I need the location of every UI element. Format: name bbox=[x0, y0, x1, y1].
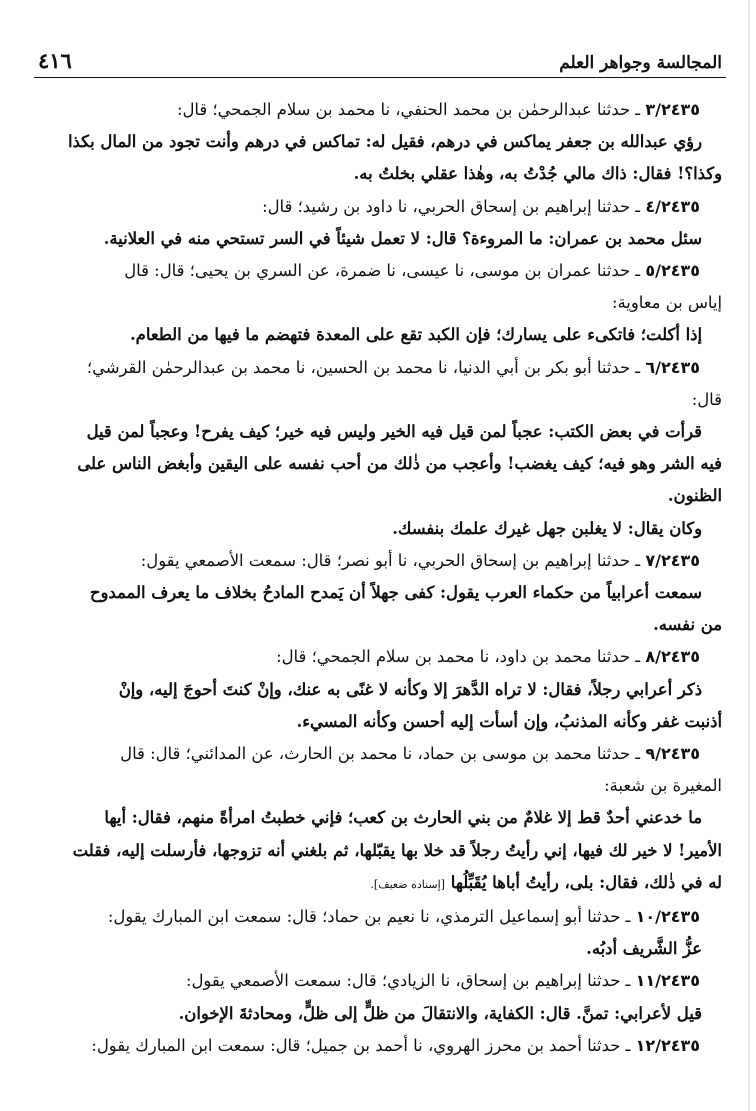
text-line bbox=[34, 867, 726, 901]
page-header bbox=[34, 44, 726, 78]
text-line bbox=[34, 835, 726, 867]
line-text: له في ذٰلك، فقال: بلى، رأيتُ أباها يُقَبِّلُها bbox=[450, 872, 722, 892]
text-line bbox=[34, 448, 726, 480]
line-text: ـ حدثنا عمران بن موسى، نا عيسى، نا ضمرة، عن السري بن يحيى؛ قال: قال bbox=[124, 261, 641, 281]
line-text: ـ حدثنا عبدالرحمٰن بن محمد الحنفي، نا محمد بن سلام الجمحي؛ قال: bbox=[176, 100, 641, 119]
line-text: ما خدعني أحدٌ قط إلا غلامٌ من بني الحارث بن كعب؛ فإني خطبتُ امرأةً منهم، فقال: أيها bbox=[104, 808, 702, 828]
page-body bbox=[34, 94, 726, 1062]
text-line bbox=[34, 513, 726, 545]
text-line bbox=[34, 706, 726, 738]
hadith-number: ٩/٢٤٣٥ bbox=[645, 744, 700, 764]
line-text: وكذا؟! فقال: ذاك مالي جُدْتُ به، وهٰذا عقلي بخلتُ به. bbox=[353, 164, 722, 184]
line-text: ـ حدثنا أبو إسماعيل الترمذي، نا نعيم بن حماد؛ قال: سمعت ابن المبارك يقول: bbox=[107, 907, 631, 927]
hadith-number: ٨/٢٤٣٥ bbox=[645, 647, 700, 667]
line-text: قيل لأعرابي: تمنَّ. قال: الكفاية، والانتقالَ من ظلٍّ إلى ظلٍّ، ومحادثةَ الإخوان. bbox=[178, 1003, 702, 1023]
hadith-number: ١١/٢٤٣٥ bbox=[635, 971, 700, 991]
text-line bbox=[34, 933, 726, 965]
hadith-number: ٤/٢٤٣٥ bbox=[645, 196, 700, 216]
line-text: رؤي عبدالله بن جعفر يماكس في درهم، فقيل له: تماكس في درهم وأنت تجود من المال بكذا bbox=[67, 132, 702, 152]
hadith-chain-line bbox=[34, 901, 726, 933]
running-title: المجالسة وجواهر العلم bbox=[559, 53, 722, 73]
line-text: ذكر أعرابي رجلاً، فقال: لا تراه الدَّهرَ إلا وكأنه لا غنًى به عنك، وإنْ كنتَ أحوجَ إليه، وإنْ bbox=[118, 679, 702, 699]
hadith-chain-line bbox=[34, 255, 726, 287]
text-line bbox=[34, 319, 726, 351]
hadith-number: ٧/٢٤٣٥ bbox=[645, 550, 700, 570]
hadith-chain-line bbox=[34, 191, 726, 223]
text-line bbox=[34, 577, 726, 609]
text-line bbox=[34, 770, 726, 802]
hadith-number: ١٢/٢٤٣٥ bbox=[635, 1035, 700, 1055]
line-text: وكان يقال: لا يغلبن جهل غيرك علمك بنفسك. bbox=[392, 518, 702, 538]
scan-edge-line bbox=[748, 0, 750, 1111]
hadith-chain-line bbox=[34, 94, 726, 126]
text-line bbox=[34, 158, 726, 190]
line-text: سئل محمد بن عمران: ما المروءة؟ قال: لا تعمل شيئاً في السر تستحي منه في العلانية. bbox=[103, 228, 702, 248]
line-text: ـ حدثنا إبراهيم بن إسحاق الحربي، نا أبو نصر؛ قال: سمعت الأصمعي يقول: bbox=[140, 550, 641, 570]
hadith-chain-line bbox=[34, 738, 726, 770]
line-text: ـ حدثنا محمد بن موسى بن حماد، نا محمد بن الحارث، عن المدائني؛ قال: قال bbox=[120, 744, 641, 764]
line-text: المغيرة بن شعبة: bbox=[604, 776, 722, 796]
line-text: الأمير! لا خير لك فيها، إني رأيتُ رجلاً قد خلا بها يقبّلها، ثم بلغني أنه تزوجها، فأرسلت إليه، فقلت bbox=[72, 840, 722, 860]
text-line bbox=[34, 384, 726, 416]
hadith-number: ١٠/٢٤٣٥ bbox=[635, 907, 700, 927]
line-text: الظنون. bbox=[667, 486, 722, 506]
hadith-chain-line bbox=[34, 545, 726, 577]
isnad-note: [إسناده ضعيف]. bbox=[370, 877, 445, 891]
line-text: ـ حدثنا إبراهيم بن إسحاق، نا الزيادي؛ قال: سمعت الأصمعي يقول: bbox=[185, 971, 631, 991]
line-text: ـ حدثنا إبراهيم بن إسحاق الحربي، نا داود بن رشيد؛ قال: bbox=[262, 196, 641, 216]
line-text: من نفسه. bbox=[653, 615, 722, 635]
text-line bbox=[34, 223, 726, 255]
text-line bbox=[34, 480, 726, 512]
line-text: أذنبت غفر وكأنه المذنبُ، وإن أسأت إليه أحسن وكأنه المسيء. bbox=[296, 711, 722, 731]
hadith-chain-line bbox=[34, 965, 726, 997]
line-text: عزُّ الشَّريف أدبُه. bbox=[586, 939, 702, 959]
hadith-chain-line bbox=[34, 641, 726, 673]
line-text: فيه الشر وهو فيه؛ كيف يغضب! وأعجب من ذٰلك من أحب نفسه على اليقين وأبغض الناس على bbox=[77, 454, 722, 474]
text-line bbox=[34, 126, 726, 158]
line-text: إياس بن معاوية: bbox=[611, 293, 722, 313]
text-line bbox=[34, 287, 726, 319]
page-number: ٤١٦ bbox=[38, 48, 72, 73]
text-line bbox=[34, 998, 726, 1030]
text-line bbox=[34, 674, 726, 706]
text-line bbox=[34, 802, 726, 834]
text-line bbox=[34, 609, 726, 641]
line-text: ـ حدثنا محمد بن داود، نا محمد بن سلام الجمحي؛ قال: bbox=[276, 647, 641, 667]
line-text: ـ حدثنا أبو بكر بن أبي الدنيا، نا محمد بن الحسين، نا محمد بن عبدالرحمٰن القرشي؛ bbox=[86, 357, 641, 377]
hadith-number: ٣/٢٤٣٥ bbox=[645, 100, 700, 119]
line-text: قرأت في بعض الكتب: عجباً لمن قيل فيه الخير وليس فيه خير؛ كيف يفرح! وعجباً لمن قيل bbox=[86, 422, 702, 442]
line-text: إذا أكلت؛ فاتكىء على يسارك؛ فإن الكبد تقع على المعدة فتهضم ما فيها من الطعام. bbox=[129, 325, 702, 345]
hadith-number: ٦/٢٤٣٥ bbox=[645, 357, 700, 377]
hadith-number: ٥/٢٤٣٥ bbox=[645, 261, 700, 281]
line-text: ـ حدثنا أحمد بن محرز الهروي، نا أحمد بن جميل؛ قال: سمعت ابن المبارك يقول: bbox=[91, 1035, 631, 1055]
line-text: قال: bbox=[691, 389, 722, 409]
text-line bbox=[34, 416, 726, 448]
line-text: سمعت أعرابياً من حكماء العرب يقول: كفى جهلاً أن يَمدح المادحُ بخلاف ما يعرف الممدوح bbox=[89, 583, 702, 603]
hadith-chain-line bbox=[34, 1030, 726, 1062]
hadith-chain-line bbox=[34, 352, 726, 384]
